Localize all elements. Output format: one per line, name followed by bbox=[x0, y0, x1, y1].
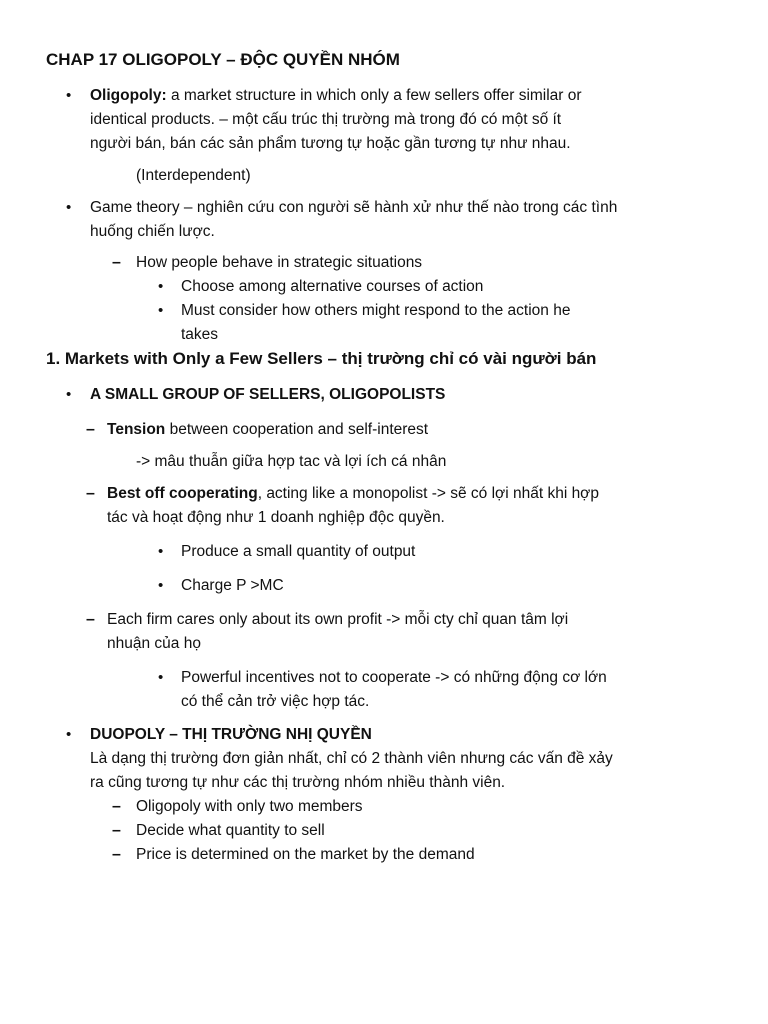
best-off-term: Best off cooperating bbox=[107, 485, 258, 502]
best-off-text: , acting like a monopolist -> sẽ có lợi nhất khi hợp bbox=[257, 485, 599, 502]
interdependent-note: (Interdependent) bbox=[136, 167, 251, 184]
bullet-marker: • bbox=[66, 726, 72, 743]
bullet-marker: • bbox=[158, 669, 164, 686]
powerful-line-2: có thể cản trở việc hợp tác. bbox=[181, 693, 370, 710]
dash-marker: – bbox=[112, 254, 121, 271]
must-consider-line-1: Must consider how others might respond to the action he bbox=[181, 302, 571, 319]
page-title: CHAP 17 OLIGOPOLY – ĐỘC QUYỀN NHÓM bbox=[46, 50, 400, 69]
duopoly-description-2: ra cũng tương tự như các thị trường nhóm nhiều thành viên. bbox=[90, 774, 506, 791]
dash-marker: – bbox=[112, 798, 121, 815]
must-consider-line-2: takes bbox=[181, 326, 219, 343]
powerful-line-1: Powerful incentives not to cooperate -> có những động cơ lớn bbox=[181, 669, 607, 686]
oligopoly-definition-line bbox=[90, 84, 582, 108]
dash-marker: – bbox=[86, 421, 95, 438]
choose-among-item: Choose among alternative courses of action bbox=[181, 278, 484, 295]
game-theory-line-1: Game theory – nghiên cứu con người sẽ hành xử như thế nào trong các tình bbox=[90, 199, 618, 216]
bullet-marker: • bbox=[66, 199, 72, 216]
dash-marker: – bbox=[112, 846, 121, 863]
tension-line bbox=[107, 418, 428, 442]
duopoly-item-1: Oligopoly with only two members bbox=[136, 798, 363, 815]
bullet-marker: • bbox=[158, 543, 164, 560]
game-theory-line-2: huống chiến lược. bbox=[90, 223, 215, 240]
how-people-behave: How people behave in strategic situations bbox=[136, 254, 423, 271]
dash-marker: – bbox=[112, 822, 121, 839]
oligopoly-definition-text: a market structure in which only a few sellers offer similar or bbox=[166, 87, 582, 104]
small-group-heading: A SMALL GROUP OF SELLERS, OLIGOPOLISTS bbox=[90, 386, 446, 403]
bullet-marker: • bbox=[66, 87, 72, 104]
duopoly-item-3: Price is determined on the market by the demand bbox=[136, 846, 475, 863]
oligopoly-term: Oligopoly: bbox=[90, 87, 167, 104]
tension-term: Tension bbox=[107, 421, 166, 438]
oligopoly-definition-line-2: identical products. – một cấu trúc thị trường mà trong đó có một số ít bbox=[90, 111, 562, 128]
bullet-marker: • bbox=[158, 302, 164, 319]
tension-text: between cooperation and self-interest bbox=[165, 421, 429, 438]
best-off-line-1 bbox=[107, 482, 599, 506]
each-firm-line-1: Each firm cares only about its own profit -> mỗi cty chỉ quan tâm lợi bbox=[107, 611, 569, 628]
section-heading: 1. Markets with Only a Few Sellers – thị trường chỉ có vài người bán bbox=[46, 349, 597, 368]
bullet-marker: • bbox=[158, 278, 164, 295]
dash-marker: – bbox=[86, 485, 95, 502]
duopoly-item-2: Decide what quantity to sell bbox=[136, 822, 325, 839]
tension-vietnamese: -> mâu thuẫn giữa hợp tac và lợi ích cá nhân bbox=[136, 453, 447, 470]
bullet-marker: • bbox=[66, 386, 72, 403]
dash-marker: – bbox=[86, 611, 95, 628]
charge-item: Charge P >MC bbox=[181, 577, 284, 594]
bullet-marker: • bbox=[158, 577, 164, 594]
duopoly-heading: DUOPOLY – THỊ TRƯỜNG NHỊ QUYỀN bbox=[90, 726, 372, 743]
duopoly-description-1: Là dạng thị trường đơn giản nhất, chỉ có 2 thành viên nhưng các vấn đề xảy bbox=[90, 750, 613, 767]
produce-item: Produce a small quantity of output bbox=[181, 543, 416, 560]
each-firm-line-2: nhuận của họ bbox=[107, 635, 201, 652]
oligopoly-definition-line-3: người bán, bán các sản phẩm tương tự hoặc gần tương tự như nhau. bbox=[90, 135, 571, 152]
best-off-line-2: tác và hoạt động như 1 doanh nghiệp độc quyền. bbox=[107, 509, 445, 526]
